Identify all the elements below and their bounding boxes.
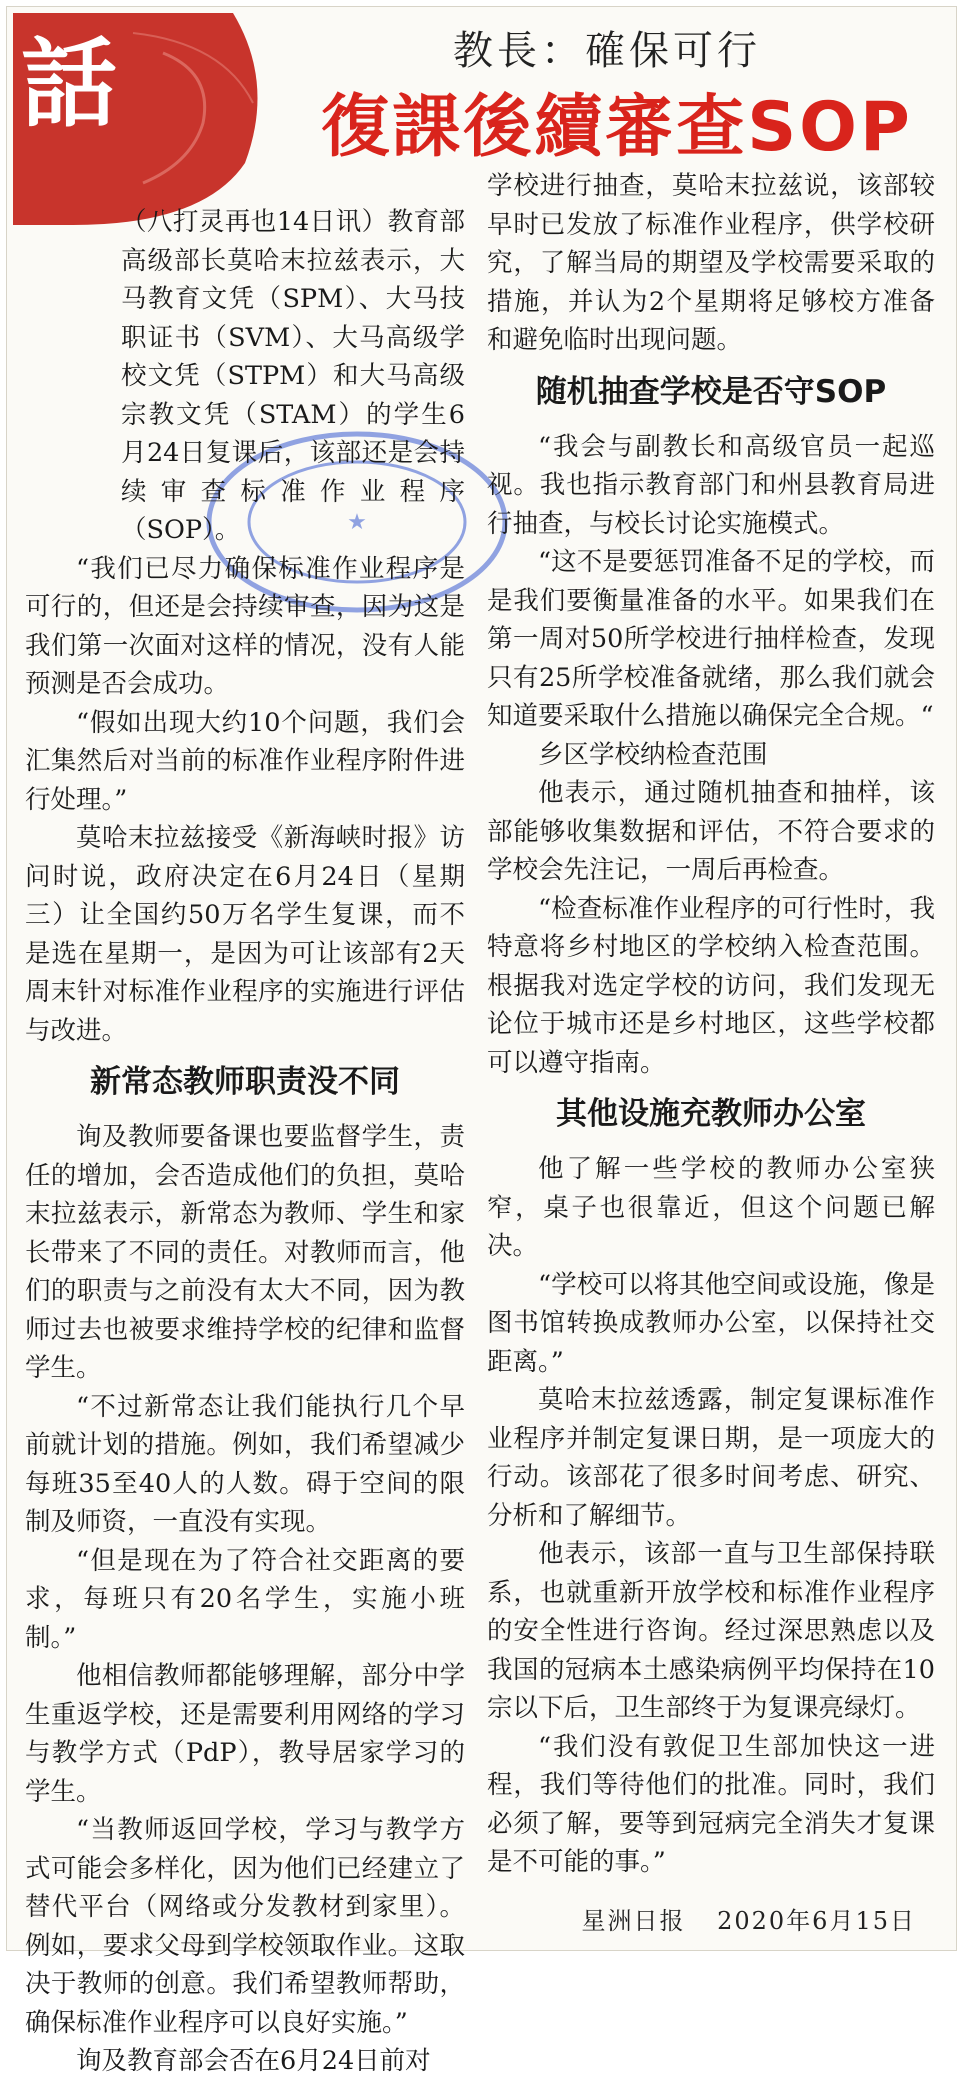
paragraph: 询及教师要备课也要监督学生，责任的增加，会否造成他们的负担，莫哈末拉兹表示，新常态为教师、学生和家长带来了不同的责任。对教师而言，他们的职责与之前没有太大不同，因为教师过去也被要求维持学校的纪律和监督学生。 [25, 1122, 465, 1383]
paragraph: 莫哈末拉兹接受《新海峡时报》访问时说，政府决定在6月24日（星期三）让全国约50万名学生复课，而不是选在星期一，是因为可让该部有2天周末针对标准作业程序的实施进行评估与改进。 [25, 823, 465, 1046]
inline-subheading: 乡区学校纳检查范围 [538, 739, 768, 770]
paragraph: “不过新常态让我们能执行几个早前就计划的措施。例如，我们希望减少每班35至40人的人数。碍于空间的限制及师资，一直没有实现。 [25, 1391, 465, 1537]
subheading: 随机抽查学校是否守SOP [535, 373, 887, 410]
paragraph: 他了解一些学校的教师办公室狭窄，桌子也很靠近，但这个问题已解决。 [487, 1154, 935, 1261]
newspaper-clipping [6, 6, 957, 2076]
paragraph: “我们已尽力确保标准作业程序是可行的，但还是会持续审查，因为这是我们第一次面对这样的情况，没有人能预测是否会成功。 [25, 553, 465, 699]
paragraph: “假如出现大约10个问题，我们会汇集然后对当前的标准作业程序附件进行处理。” [25, 707, 465, 815]
paragraph: “检查标准作业程序的可行性时，我特意将乡村地区的学校纳入检查范围。根据我对选定学校的访问，我们发现无论位于城市还是乡村地区，这些学校都可以遵守指南。 [487, 893, 935, 1078]
article-column-right [487, 167, 935, 1882]
badge-glyph: 話 [21, 28, 117, 140]
paragraph: “当教师返回学校，学习与教学方式可能会多样化，因为他们已经建立了替代平台（网络或分发教材到家里）。例如，要求父母到学校领取作业。这取决于教师的创意。我们希望教师帮助，确保标准作业程序可以良好实施。” [25, 1815, 465, 2038]
source-name: 星洲日报 [581, 1907, 686, 1935]
source-footer [559, 1901, 916, 1936]
paragraph: “我们没有敦促卫生部加快这一进程，我们等待他们的批准。同时，我们必须了解，要等到冠病完全消失才复课是不可能的事。” [487, 1731, 935, 1877]
paragraph: 学校进行抽查，莫哈末拉兹说，该部较早时已发放了标准作业程序，供学校研究，了解当局的期望及学校需要采取的措施，并认为2个星期将足够校方准备和避免临时出现问题。 [487, 171, 935, 355]
svg-text:★: ★ [347, 510, 367, 535]
paragraph: “学校可以将其他空间或设施，像是图书馆转换成教师办公室，以保持社交距离。” [487, 1269, 935, 1377]
article-column-left [25, 203, 465, 2081]
paragraph: 他表示，通过随机抽查和抽样，该部能够收集数据和评估，不符合要求的学校会先注记，一周后再检查。 [487, 778, 935, 885]
paragraph: 他相信教师都能够理解，部分中学生重返学校，还是需要利用网络的学习与教学方式（PdP），教导居家学习的学生。 [25, 1661, 465, 1807]
paragraph: “我会与副教长和高级官员一起巡视。我也指示教育部门和州县教育局进行抽查，与校长讨论实施模式。 [487, 431, 935, 539]
headline: 復課後續審查SOP [321, 88, 913, 167]
paragraph: “但是现在为了符合社交距离的要求，每班只有20名学生，实施小班制。” [25, 1545, 465, 1653]
subheading: 其他设施充教师办公室 [556, 1096, 866, 1132]
paragraph: “这不是要惩罚准备不足的学校，而是我们要衡量准备的水平。如果我们在第一周对50所学校进行抽样检查，发现只有25所学校准备就绪，那么我们就会知道要采取什么措施以确保完全合规。“ [487, 547, 935, 731]
column-badge [13, 13, 281, 225]
paragraph-lead: （八打灵再也14日讯）教育部高级部长莫哈末拉兹表示，大马教育文凭（SPM）、大马技职证书（SVM）、大马高级学校文凭（STPM）和大马高级宗教文凭（STAM）的学生6月24日复课后，该部还是会持续审查标准作业程序（SOP）。 [121, 207, 465, 545]
subheading: 新常态教师职责没不同 [90, 1064, 400, 1100]
kicker-title: 教長：確保可行 [453, 28, 761, 74]
paragraph: 他表示，该部一直与卫生部保持联系，也就重新开放学校和标准作业程序的安全性进行咨询。经过深思熟虑以及我国的冠病本土感染病例平均保持在10宗以下后，卫生部终于为复课亮绿灯。 [487, 1539, 935, 1723]
paragraph: 莫哈末拉兹透露，制定复课标准作业程序并制定复课日期，是一项庞大的行动。该部花了很多时间考虑、研究、分析和了解细节。 [487, 1385, 935, 1531]
paragraph: 询及教育部会否在6月24日前对 [76, 2046, 431, 2076]
publish-date: 2020年6月15日 [717, 1907, 916, 1935]
